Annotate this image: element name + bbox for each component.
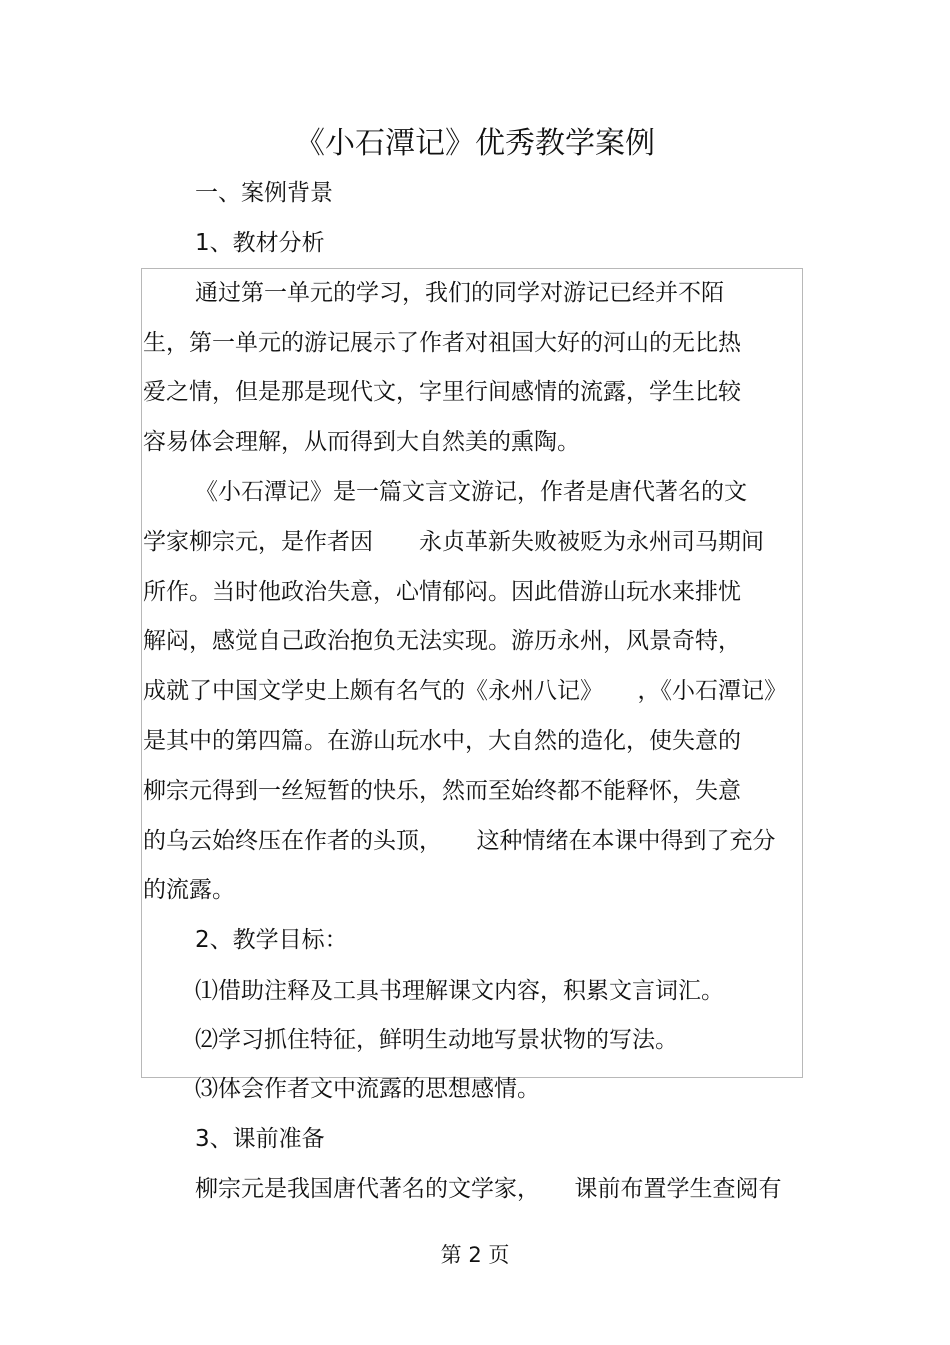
paragraph-line: 柳宗元是我国唐代著名的文学家， 课前布置学生查阅有 [195, 1176, 782, 1202]
paragraph-line: 通过第一单元的学习，我们的同学对游记已经并不陌 [195, 280, 724, 306]
goal-item: ⑶体会作者文中流露的思想感情。 [195, 1076, 540, 1102]
subheading-textbook-analysis: 1、教材分析 [195, 230, 325, 256]
paragraph-line: 容易体会理解，从而得到大自然美的熏陶。 [143, 429, 580, 455]
subheading-preparation: 3、课前准备 [195, 1126, 325, 1152]
paragraph-line: 解闷，感觉自己政治抱负无法实现。游历永州，风景奇特， [143, 628, 741, 654]
goal-item: ⑵学习抓住特征，鲜明生动地写景状物的写法。 [195, 1027, 678, 1053]
paragraph-line: 所作。当时他政治失意，心情郁闷。因此借游山玩水来排忧 [143, 579, 741, 605]
paragraph-line: 柳宗元得到一丝短暂的快乐，然而至始终都不能释怀，失意 [143, 778, 741, 804]
paragraph-line: 《小石潭记》是一篇文言文游记，作者是唐代著名的文 [195, 479, 747, 505]
page-number: 第 2 页 [440, 1243, 510, 1267]
paragraph-line: 的流露。 [143, 877, 235, 903]
paragraph-line: 爱之情，但是那是现代文，字里行间感情的流露，学生比较 [143, 379, 741, 405]
document-title: 《小石潭记》优秀教学案例 [295, 126, 655, 161]
subheading-teaching-goals: 2、教学目标： [195, 927, 348, 953]
paragraph-line: 是其中的第四篇。在游山玩水中，大自然的造化，使失意的 [143, 728, 741, 754]
section-heading-background: 一、案例背景 [195, 180, 333, 206]
paragraph-line: 学家柳宗元，是作者因 永贞革新失败被贬为永州司马期间 [143, 529, 764, 555]
paragraph-line: 的乌云始终压在作者的头顶， 这种情绪在本课中得到了充分 [143, 828, 776, 854]
goal-item: ⑴借助注释及工具书理解课文内容，积累文言词汇。 [195, 978, 724, 1004]
paragraph-line: 生，第一单元的游记展示了作者对祖国大好的河山的无比热 [143, 330, 741, 356]
paragraph-line: 成就了中国文学史上颇有名气的《永州八记》 ，《小石潭记》 [143, 678, 787, 704]
